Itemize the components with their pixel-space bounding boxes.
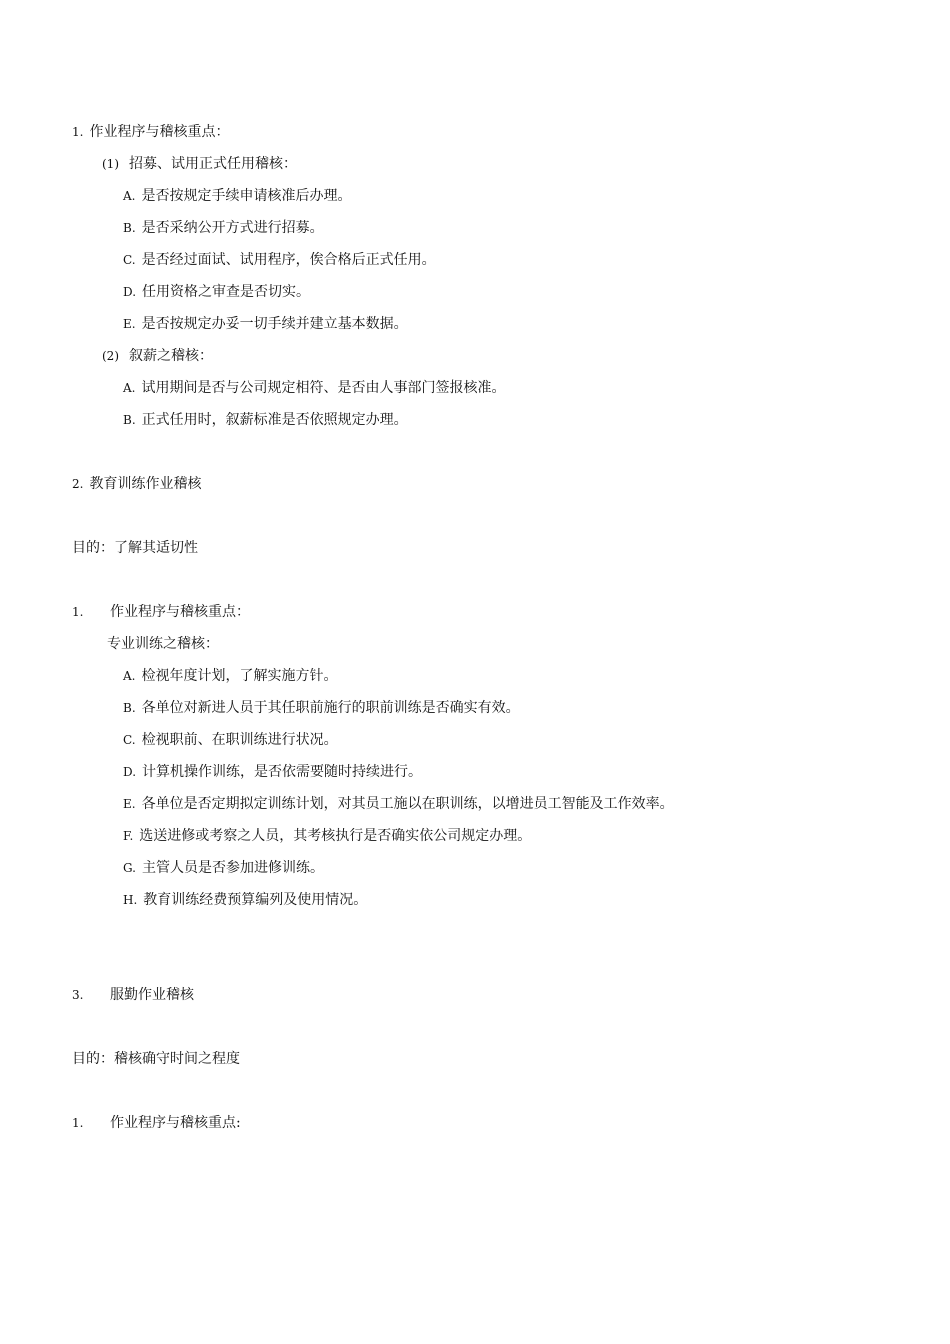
list-item-text: 正式任用时，叙薪标准是否依照规定办理。 [141,412,408,428]
list-marker: D. [123,285,137,299]
list-item-text: 是否经过面试、试用程序，俟合格后正式任用。 [141,252,436,268]
subsection-title-text: 叙薪之稽核： [129,348,213,364]
list-marker: B. [123,413,136,427]
list-marker: 2. [72,477,84,491]
heading-text: 作业程序与稽核重点： [89,124,230,140]
heading-text: 作业程序与稽核重点: [110,1115,241,1131]
list-marker: D. [123,765,137,779]
list-item [123,219,324,237]
list-item-text: 检视年度计划，了解实施方针。 [141,668,338,684]
list-item [123,795,674,813]
list-item-text: 选送进修或考察之人员，其考核执行是否确实依公司规定办理。 [139,828,532,844]
subsection-title [102,347,213,365]
list-marker: C. [123,733,136,747]
list-marker: 1. [72,125,84,139]
list-marker: 3. [72,988,84,1002]
procedure-heading [72,603,250,621]
purpose-text: 目的：了解其适切性 [72,540,198,556]
section2-heading [72,475,201,493]
list-item [123,251,436,269]
list-marker: E. [123,317,136,331]
section1-heading [72,123,229,141]
list-item [123,763,422,781]
subsection-title [102,155,297,173]
subsection-title-text: 专业训练之稽核： [107,636,219,652]
subsection-title [107,635,219,653]
list-item-text: 主管人员是否参加进修训练。 [141,860,324,876]
heading-text: 作业程序与稽核重点： [110,604,250,620]
list-item [123,731,338,749]
list-marker: E. [123,797,136,811]
list-item [123,315,408,333]
list-item [123,411,408,429]
list-item [123,699,520,717]
list-item-text: 各单位是否定期拟定训练计划，对其员工施以在职训练，以增进员工智能及工作效率。 [141,796,674,812]
list-item-text: 是否按规定手续申请核准后办理。 [141,188,352,204]
list-marker: A. [123,669,136,683]
list-marker: (2) [102,349,119,363]
heading-text: 教育训练作业稽核 [89,476,202,492]
list-item-text: 任用资格之审查是否切实。 [142,284,311,300]
list-marker: F. [123,829,134,843]
list-marker: 1. [72,1116,84,1130]
section2-purpose [72,539,198,557]
list-item [123,379,505,397]
list-item-text: 各单位对新进人员于其任职前施行的职前训练是否确实有效。 [141,700,520,716]
list-item [123,667,337,685]
list-item-text: 检视职前、在职训练进行状况。 [141,732,338,748]
list-marker: H. [123,893,138,907]
list-marker: G. [123,861,136,875]
heading-text: 服勤作业稽核 [110,987,194,1003]
list-item [123,859,324,877]
list-marker: (1) [102,157,119,171]
list-marker: 1. [72,605,84,619]
list-item [123,283,310,301]
section3-heading [72,986,194,1004]
list-item-text: 是否采纳公开方式进行招募。 [141,220,324,236]
list-item-text: 是否按规定办妥一切手续并建立基本数据。 [141,316,408,332]
purpose-text: 目的：稽核确守时间之程度 [72,1051,240,1067]
procedure-heading [72,1114,241,1132]
list-item-text: 计算机操作训练，是否依需要随时持续进行。 [142,764,423,780]
list-marker: B. [123,221,136,235]
list-marker: B. [123,701,136,715]
list-item [123,187,351,205]
list-marker: A. [123,189,136,203]
list-item-text: 教育训练经费预算编列及使用情况。 [143,892,368,908]
subsection-title-text: 招募、试用正式任用稽核： [129,156,297,172]
list-marker: A. [123,381,136,395]
list-item [123,891,367,909]
list-marker: C. [123,253,136,267]
list-item [123,827,531,845]
section3-purpose [72,1050,240,1068]
list-item-text: 试用期间是否与公司规定相符、是否由人事部门签报核准。 [141,380,506,396]
